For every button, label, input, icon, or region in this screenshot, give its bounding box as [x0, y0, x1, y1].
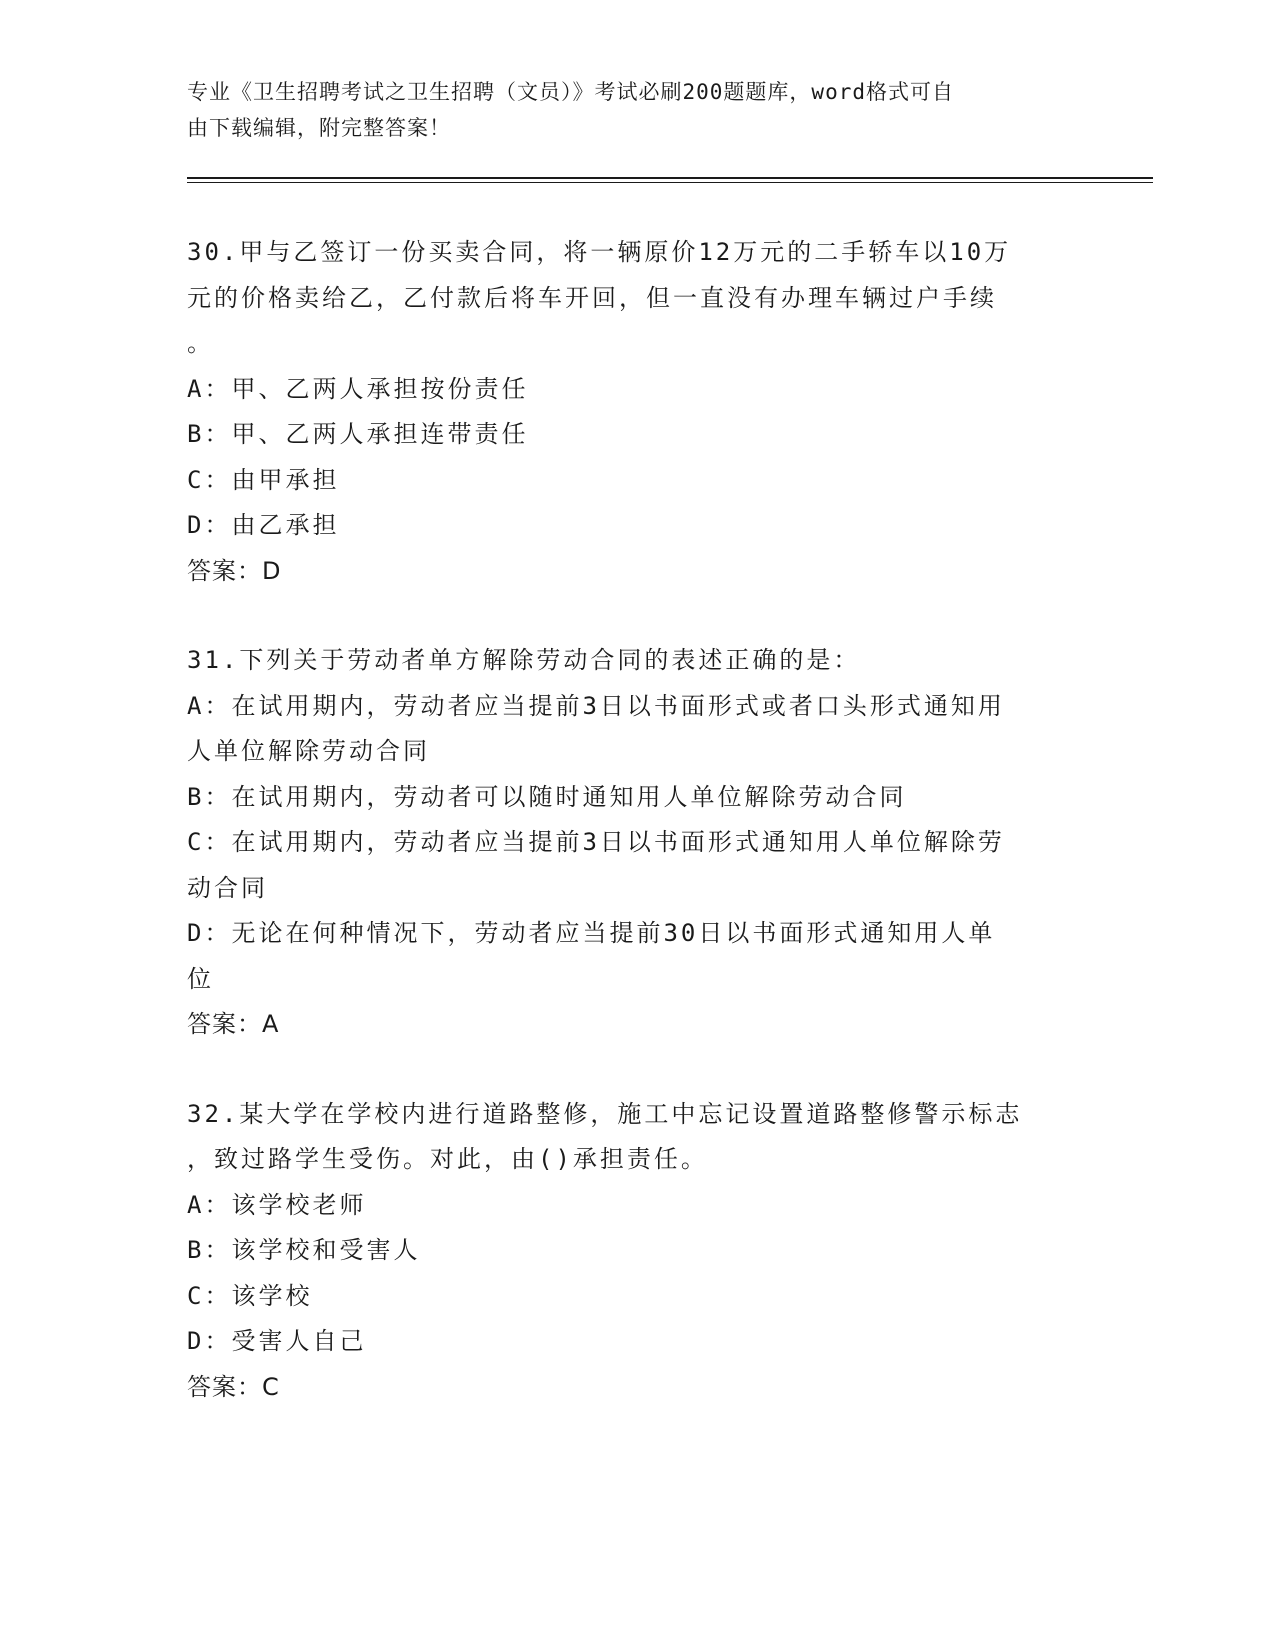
option-a: A：在试用期内，劳动者应当提前3日以书面形式或者口头形式通知用 [187, 691, 1005, 720]
header-line-2: 由下载编辑，附完整答案！ [187, 116, 451, 140]
option-c: C：在试用期内，劳动者应当提前3日以书面形式通知用人单位解除劳 [187, 828, 1005, 856]
option-c-continuation: 动合同 [187, 873, 268, 902]
option-d-continuation: 位 [187, 964, 214, 993]
answer-line: 答案：D [187, 556, 282, 585]
question-31 [187, 638, 1067, 1048]
option-a-continuation: 人单位解除劳动合同 [187, 737, 430, 765]
question-30 [187, 230, 1067, 594]
option-d: D：受害人自己 [187, 1327, 367, 1355]
question-stem-line: ，致过路学生受伤。对此，由()承担责任。 [187, 1145, 708, 1173]
header-line-1: 专业《卫生招聘考试之卫生招聘（文员）》考试必刷200题题库，word格式可自 [187, 80, 954, 104]
question-stem-line: 元的价格卖给乙，乙付款后将车开回，但一直没有办理车辆过户手续 [187, 283, 997, 312]
question-stem-line: 。 [187, 329, 214, 357]
option-c: C：该学校 [187, 1281, 313, 1310]
answer-line: 答案：A [187, 1010, 280, 1038]
option-d: D：无论在何种情况下，劳动者应当提前30日以书面形式通知用人单 [187, 919, 996, 947]
question-stem-line: 30.甲与乙签订一份买卖合同，将一辆原价12万元的二手轿车以10万 [187, 238, 1012, 266]
option-b: B：甲、乙两人承担连带责任 [187, 420, 529, 448]
document-header [187, 74, 1077, 146]
option-d: D：由乙承担 [187, 511, 340, 539]
question-list [187, 230, 1067, 1454]
answer-line: 答案：C [187, 1372, 280, 1401]
question-stem-line: 32.某大学在学校内进行道路整修，施工中忘记设置道路整修警示标志 [187, 1099, 1023, 1128]
question-stem-line: 31.下列关于劳动者单方解除劳动合同的表述正确的是： [187, 646, 861, 674]
question-32 [187, 1092, 1067, 1411]
option-b: B：在试用期内，劳动者可以随时通知用人单位解除劳动合同 [187, 782, 907, 811]
option-a: A：该学校老师 [187, 1190, 367, 1219]
option-a: A：甲、乙两人承担按份责任 [187, 374, 529, 403]
option-c: C：由甲承担 [187, 465, 340, 494]
header-divider-thin [187, 182, 1153, 183]
header-divider-thick [187, 177, 1153, 179]
option-b: B：该学校和受害人 [187, 1236, 421, 1264]
